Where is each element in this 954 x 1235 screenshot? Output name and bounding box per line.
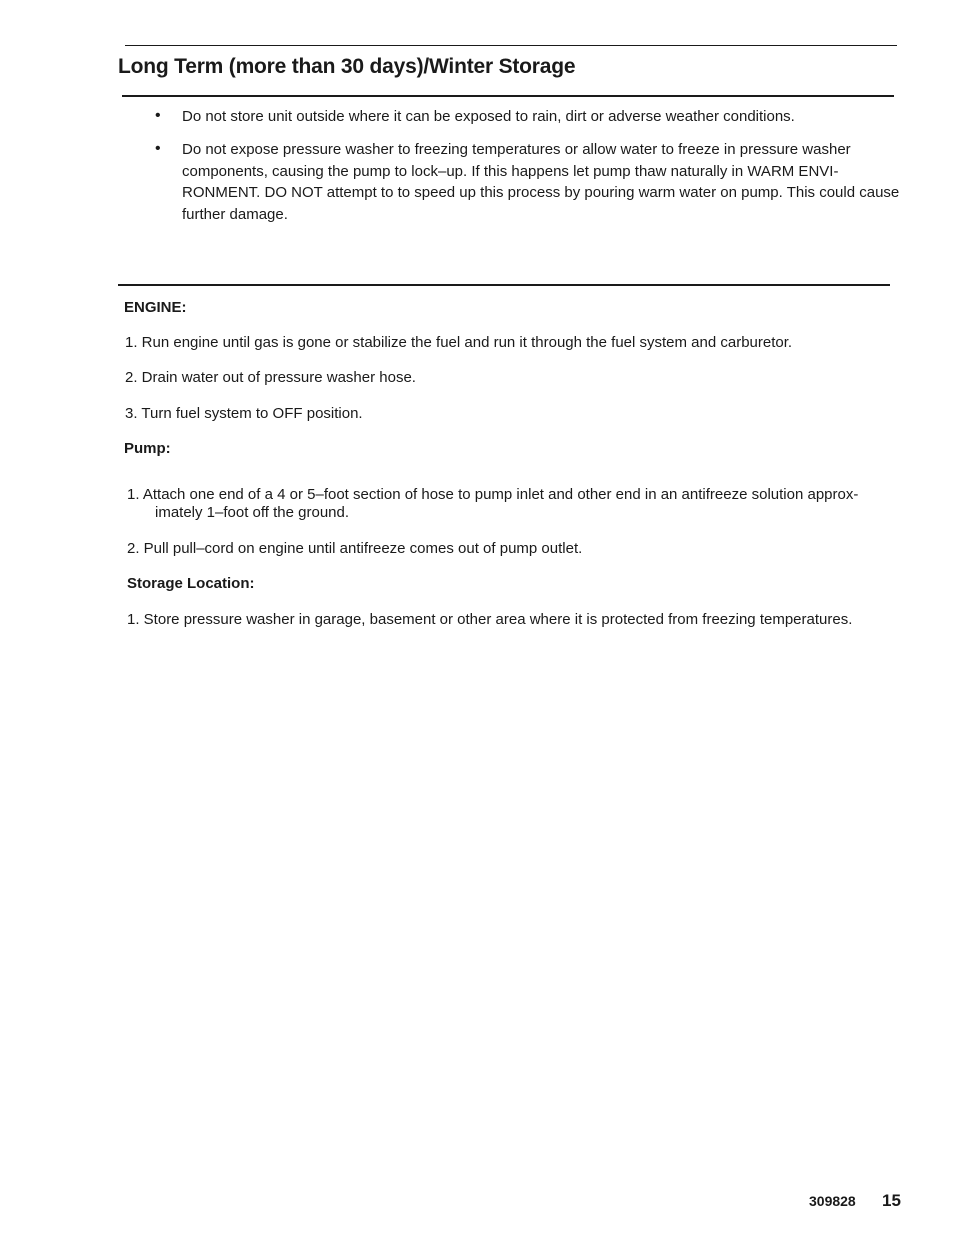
bullet-marker-2: • <box>155 140 161 157</box>
storage-heading: Storage Location: <box>127 575 255 592</box>
page-number: 15 <box>882 1191 901 1210</box>
pump-heading: Pump: <box>124 440 171 457</box>
storage-step-1: 1. Store pressure washer in garage, basement or other area where it is protected from freezing temperatures. <box>127 611 853 628</box>
section-title: Long Term (more than 30 days)/Winter Storage <box>118 55 576 78</box>
pump-step-1-line-2: imately 1–foot off the ground. <box>155 504 350 521</box>
pump-step-2: 2. Pull pull–cord on engine until antifreeze comes out of pump outlet. <box>127 540 583 557</box>
section-divider <box>118 284 890 286</box>
document-number: 309828 <box>809 1193 856 1209</box>
engine-step-3: 3. Turn fuel system to OFF position. <box>125 405 363 422</box>
title-underline <box>122 95 894 97</box>
bullet-text-2: Do not expose pressure washer to freezing temperatures or allow water to freeze in pressure washer components, causing the pump to lock–up. If this happens let pump thaw naturally in WARM ENVI- RONMENT. DO NOT attempt to to speed up this process by pouring warm water on pump. This could cause further damage. <box>182 141 900 224</box>
bullet-marker-1: • <box>155 107 161 124</box>
pump-step-1-line-1: 1. Attach one end of a 4 or 5–foot section of hose to pump inlet and other end in an antifreeze solution approx- <box>127 486 859 503</box>
top-rule <box>125 45 897 46</box>
engine-step-1: 1. Run engine until gas is gone or stabilize the fuel and run it through the fuel system and carburetor. <box>125 334 793 351</box>
engine-heading: ENGINE: <box>124 299 187 316</box>
bullet-text-1: Do not store unit outside where it can be exposed to rain, dirt or adverse weather conditions. <box>182 108 795 125</box>
engine-step-2: 2. Drain water out of pressure washer hose. <box>125 369 416 386</box>
